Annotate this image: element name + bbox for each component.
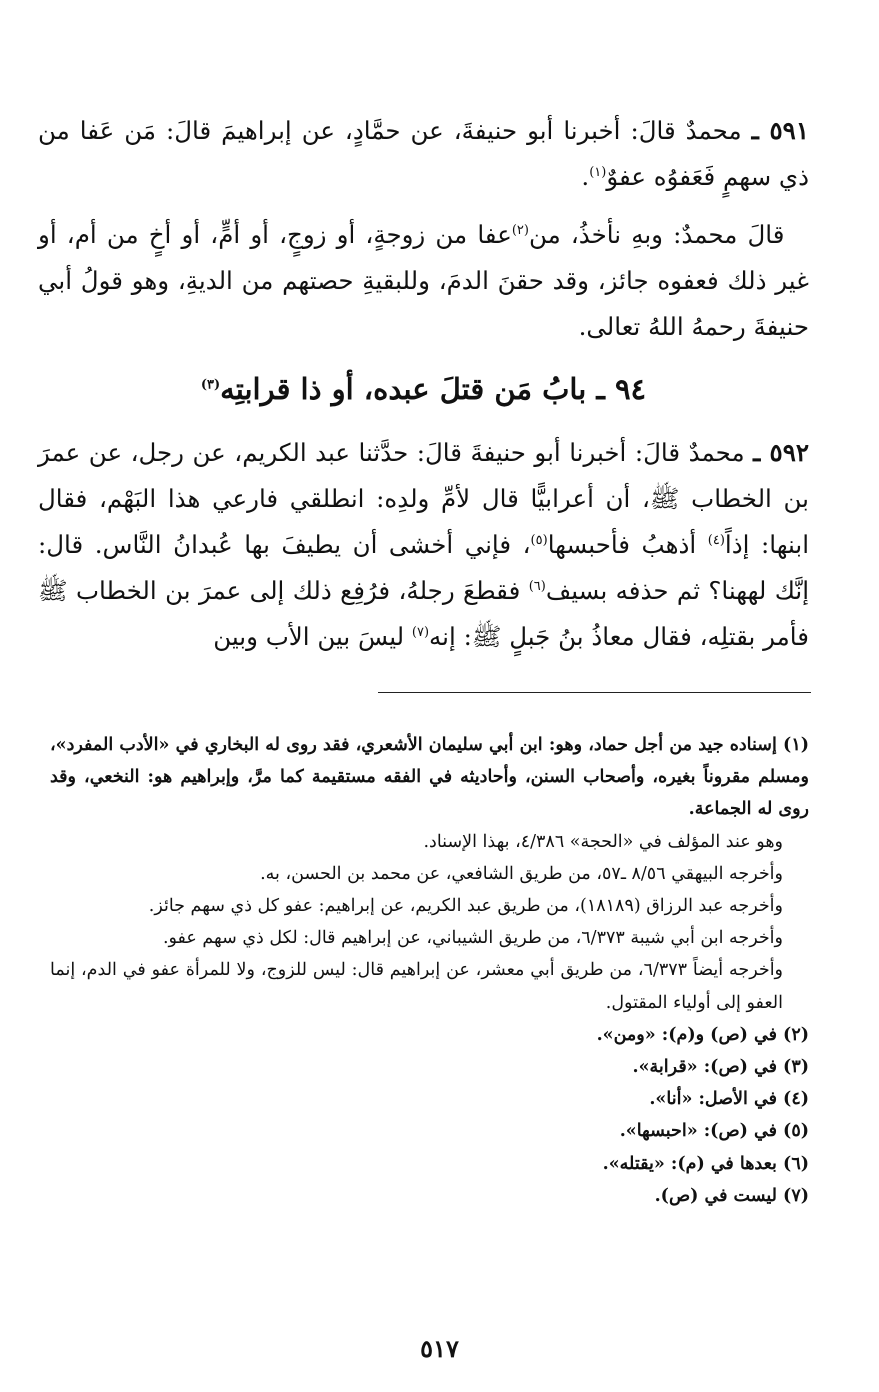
footnote-ref[interactable]: (٥) [530, 532, 548, 548]
hadith-number: ٥٩٢ ـ [753, 438, 810, 467]
hadith-text: أذهبُ فأحبسها [547, 530, 697, 559]
paragraph-591 [38, 108, 809, 200]
main-text [38, 108, 809, 660]
hadith-text: ، فإني أخشى أن يطيفَ بها عُبدانُ النَّاس. قال: إنَّك لههنا؟ ثم حذفه بسيف [38, 530, 810, 605]
footnote-ref[interactable]: (٢) [511, 222, 529, 238]
chapter-title: ٩٤ ـ بابُ مَن قتلَ عبده، أو ذا قرابتِه [220, 372, 647, 406]
footnote-4: (٤) في الأصل: «أنا». [649, 1089, 809, 1110]
paragraph-commentary [38, 212, 809, 350]
chapter-heading [38, 366, 809, 412]
footnote-2: (٢) في (ص) و(م): «ومن». [596, 1024, 809, 1045]
footnote-6: (٦) بعدها في (م): «يقتله». [602, 1153, 809, 1174]
hadith-text: محمدٌ قالَ: أخبرنا أبو حنيفةَ قالَ: حدَّثنا عبد الكريم، عن رجل، عن عمرَ بن الخطاب ﷺ، أن أعرابيًّا قال لأمِّ ولدِه: انطلقي فارعي هذا البَهْم، فقال ابنها: إذاً [38, 438, 810, 559]
footnote-ref[interactable]: (٧) [411, 624, 430, 640]
footnote-ref[interactable]: (٣) [200, 377, 221, 393]
hadith-text: ليسَ بين الأب وبين [213, 622, 405, 651]
commentary-text: عفا من زوجةٍ، أو زوجٍ، أو أمٍّ، أو أخٍ من أم، أو غير ذلك فعفوه جائز، وقد حقنَ الدمَ، وللبقيةِ حصتهم من الديةِ، وهو قولُ أبي حنيفةَ رحمهُ اللهُ تعالى. [38, 220, 809, 341]
text-fragment: . [581, 162, 590, 191]
footnote-ref[interactable]: (٦) [528, 578, 546, 594]
footnote-ref[interactable]: (٤) [707, 532, 725, 548]
footnote-1-source: وأخرجه البيهقي ٨/٥٦ ـ٥٧، من طريق الشافعي، عن محمد بن الحسن، به. [260, 863, 783, 884]
footnote-1-source: وأخرجه أيضاً ٦/٣٧٣، من طريق أبي معشر، عن إبراهيم قال: ليس للزوج، ولا للمرأة عفو في الدم، إنما العفو إلى أولياء المقتول. [50, 960, 784, 1013]
footnote-1-source: وهو عند المؤلف في «الحجة» ٤/٣٨٦، بهذا الإسناد. [423, 831, 783, 852]
footnotes [50, 729, 809, 1212]
paragraph-592 [38, 430, 809, 660]
footnote-1: (١) إسناده جيد من أجل حماد، وهو: ابن أبي سليمان الأشعري، فقد روى له البخاري في «الأدب المفرد»، ومسلم مقروناً بغيره، وأصحاب السنن، وأحاديثه في الفقه مستقيمة كما مرَّ، وإبراهيم هو: النخعي، وقد روى له الجماعة. [50, 735, 809, 820]
footnote-1-source: وأخرجه ابن أبي شيبة ٦/٣٧٣، من طريق الشيباني، عن إبراهيم قال: لكل ذي سهم عفو. [162, 928, 783, 949]
commentary-text: قالَ محمدٌ: وبهِ نأخذُ، من [528, 220, 785, 249]
hadith-number: ٥٩١ ـ [751, 116, 809, 145]
footnote-5: (٥) في (ص): «احبسها». [619, 1121, 809, 1142]
footnote-divider [378, 692, 811, 693]
hadith-text: محمدٌ قالَ: أخبرنا أبو حنيفةَ، عن حمَّادٍ، عن إبراهيمَ قالَ: مَن عَفا من ذي سهمٍ فَعَفوُه عفوٌ [38, 116, 809, 191]
footnote-7: (٧) ليست في (ص). [654, 1185, 809, 1206]
hadith-text: فقطعَ رجلهُ، فرُفِع ذلك إلى عمرَ بن الخطاب ﷺ فأمر بقتلِه، فقال معاذُ بنُ جَبلٍ ﷺ: إنه [38, 576, 809, 651]
page-number: ٥١٧ [420, 1334, 459, 1363]
footnote-1-source: وأخرجه عبد الرزاق (١٨١٨٩)، من طريق عبد الكريم، عن إبراهيم: عفو كل ذي سهم جائز. [148, 896, 783, 917]
footnote-3: (٣) في (ص): «قرابة». [632, 1057, 809, 1078]
footnote-ref[interactable]: (١) [589, 164, 607, 180]
